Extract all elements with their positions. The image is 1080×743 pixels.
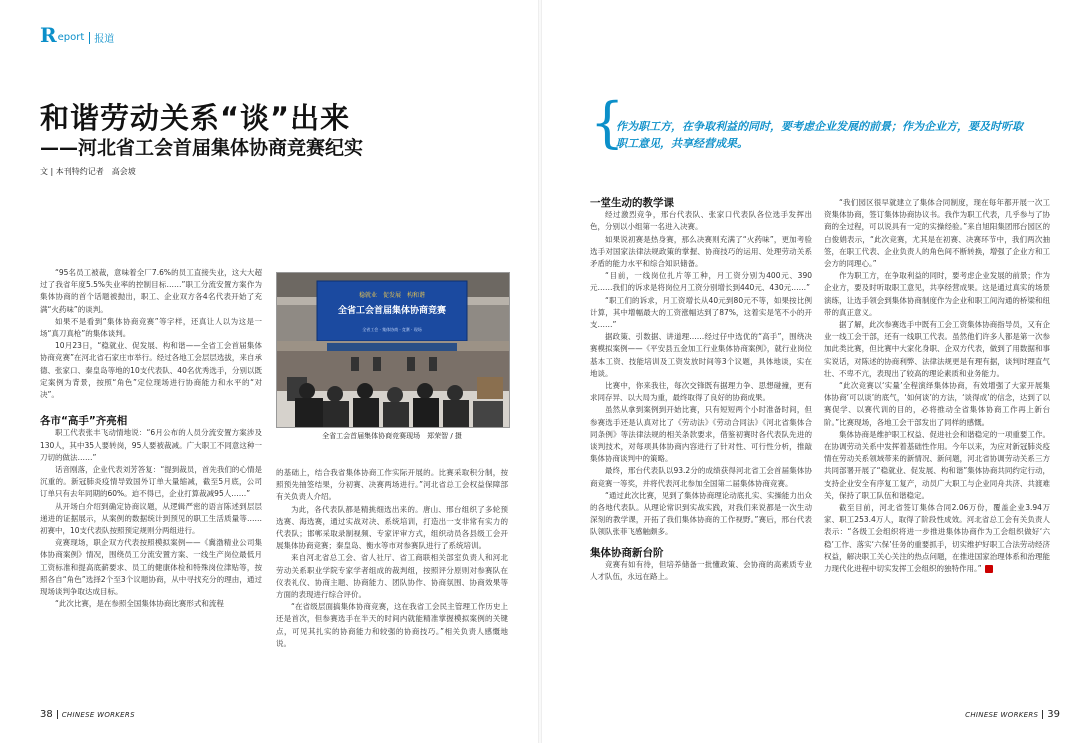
article-title: 和谐劳动关系“谈”出来 [40,101,351,135]
header-divider [89,32,90,44]
column-4 [824,197,1050,575]
end-mark-icon [985,565,993,573]
paragraph: 作为职工方，在争取利益的同时，要考虑企业发展的前景；作为企业方，要及时听取职工意见，共享经营成果。这是通过真实的场景演练，让选手领会到集体协商制度作为企业和职工间沟通的桥梁和纽带的真正意义。 [824,271,1050,317]
paragraph: 集体协商是维护职工权益、促进社会和谐稳定的一项重要工作。在协调劳动关系中发挥着基础性作用。今年以来，为应对新冠肺炎疫情在劳动关系领域带来的新情况、新问题，河北省协调劳动关系三方共同部署开展了“稳就业、促发展、构和谐”集体协商共同约定行动，支持企业安全有序复工复产，动员广大职工与企业同舟共济、共渡难关，保持了职工队伍和谐稳定。 [824,429,1050,500]
paragraph: “我们园区很早就建立了集体合同制度，现在每年都开展一次工资集体协商，签订集体协商协议书。我作为职工代表，几乎参与了协商的全过程，可以说具有一定的实操经验。”来自旭阳集团邢台园区的白俊娟表示，“此次竞赛，尤其是在初赛、决赛环节中，我们两次抽签，在职工代表、企业负责人的角色间不断转换，增强了企业方和工会方的同理心。” [824,198,1050,269]
paragraph: “目前，一线岗位扎片等工种，月工资分别为400元、390元……我们的诉求是将岗位月工资分别增长到440元、430元……” [590,271,812,293]
byline: 文 | 本刊特约记者 高会坡 [40,167,136,176]
article-subtitle: ——河北省工会首届集体协商竞赛纪实 [40,137,364,159]
paragraph: 竞赛现场，职企双方代表按照模拟案例——《冀渤精业公司集体协商案例》情况，围绕员工分流安置方案、一线生产岗位最低月工资标准和提高底薪要求、员工的健康体检和特殊岗位津贴等，按照各自“角色”选择2个至3个议题协商，从中寻找充分的理由，通过现场谈判争取达成目标。 [40,538,262,597]
paragraph: 比赛中，你来我往，每次交锋既有据理力争、思想碰撞，更有求同存异、以大局为重，最终取得了良好的协商成果。 [590,381,812,403]
photo-caption: 全省工会首届集体协商竞赛现场 郑荣智 / 摄 [322,432,462,440]
left-page-footer [40,709,135,720]
paragraph: 竞赛有如有待，但培养储备一批懂政策、会协商的高素质专业人才队伍，永远在路上。 [590,559,812,582]
paragraph: 为此，各代表队都是精挑细选出来的。唐山、邢台组织了多轮预选赛、海选赛，通过实战对决、系统培训，打造出一支非常有实力的代表队；邯郸采取录制视频、专家评审方式，组织动员各县级工会开展集体协商竞赛；秦皇岛、衡水等市对参赛队进行了系统培训。 [276,504,508,551]
page-number: 38 [40,709,53,720]
paragraph-text: 截至目前，河北省签订集体合同2.06万份，覆盖企业3.94万家、职工253.4万人，取得了阶段性成效。河北省总工会有关负责人表示：“各级工会组织将进一步推进集体协商作为工会组织做好‘六稳’工作、落实‘六保’任务的重要抓手，切实维护好职工合法劳动经济权益，解决职工关心关注的热点问题，在推进国家治理体系和治理能力现代化进程中切实发挥工会组织的独特作用。” [824,503,1050,574]
footer-divider [1042,710,1043,719]
report-logo-text: eport [57,32,85,43]
paragraph: “通过此次比赛，见到了集体协商理论动底扎实、实操能力出众的各地代表队。从理论常识到实战实践，对我们来说都是一次生动深刻的教学课，开拓了我们集体协商的工作视野。”赛后，邢台代表队领队张菲飞感触颇多。 [590,490,812,537]
right-page-footer [965,709,1060,720]
banner-title: 全省工会首届集体协商竞赛 [337,306,447,316]
section-heading: 各市“高手”齐亮相 [40,415,128,428]
page-number: 39 [1047,709,1060,720]
column-1 [40,267,262,610]
paragraph: “此次竞赛以‘实量’全程演绎集体协商，有效增强了大家开展集体协商‘可以谈’的底气，‘如何谈’的方法，‘谈得成’的信念，达到了以赛促学、以赛代训的目的，必将推动全省集体协商工作再上新台阶。”比赛现场，各地工会干部发出了同样的感慨。 [824,381,1050,427]
paragraph: 职工代表张丰飞动情地说：“6月公布的人员分流安置方案涉及130人，其中35人要转岗，95人要被裁减。广大职工不同意这种一刀切的做法……” [40,428,262,462]
paragraph: 经过激烈竞争，邢台代表队、张家口代表队各位选手发挥出色，分别以小组第一名进入决赛。 [590,210,812,232]
column-2 [276,467,508,650]
quote-brace-icon: { [590,91,625,154]
paragraph: 据了解，此次参赛选手中既有工会工资集体协商指导员，又有企业一线工会干部，还有一线职工代表。虽然他们许多人都是第一次参加此类比赛，但比赛中大家化身职、企双方代表，做到了用数据和事实说话，对陈述的协商利弊、法律法规更是有理有据，谈判时理直气壮、不卑不亢，表现出了较高的理论素质和业务能力。 [824,320,1050,378]
section-header [40,24,114,46]
conference-photo-illustration [277,273,509,427]
report-logo-letter: R [40,23,57,47]
paragraph: 话音刚落，企业代表刘芳答复：“提到裁员，首先我们的心情是沉重的。新冠肺炎疫情导致国外订单大量缩减，截至5月底，公司订单只有去年同期的60%。迫不得已，企业打算裁减95人……” [40,465,262,499]
event-photo [276,272,510,428]
paragraph: “95名员工被裁，意味着全厂7.6%的员工直接失业，这大大超过了我省年度5.5%失业率的控制目标……”职工分流安置方案作为集体协商的首个话题被抛出，职工、企业双方各4名代表开始了充满“火药味”的谈判。 [40,268,262,314]
section-heading: 一堂生动的教学课 [590,197,674,209]
paragraph: 如果不是看到“集体协商竞赛”等字样，还真让人以为这是一场“真刀真枪”的集体谈判。 [40,316,262,339]
magazine-name: CHINESE WORKERS [965,710,1039,719]
paragraph: 虽然从拿到案例到开始比赛，只有短短两个小时准备时间，但参赛选手还是认真对比了《劳动法》《劳动合同法》《河北省集体合同条例》等法律法规的相关条款要求，借鉴初赛时各代表队先进的谈判技术，对每项具体协商内容进行了针对性、可行性分析，推敲集体协商谈判中的策略。 [590,405,812,464]
paragraph: “此次比赛，是在参照全国集体协商比赛形式和流程 [55,599,224,609]
paragraph: 如果说初赛是热身赛，那么决赛则充满了“火药味”，更加考验选手对国家法律法规政策的掌握、协商技巧的运用、处理劳动关系矛盾的能力水平和综合知识储备。 [590,234,812,269]
section-heading: 集体协商新台阶 [590,546,664,559]
banner-screen-text: 全省工会 · 集体协商 · 竞赛 · 现场 [362,327,422,332]
pull-quote: 作为职工方，在争取利益的同时，要考虑企业发展的前景；作为企业方，要及时听取职工意见，共享经营成果。 [616,120,1023,150]
magazine-name: CHINESE WORKERS [61,710,135,719]
column-3 [590,197,812,583]
paragraph: 从开场白介绍到确定协商议题，从逻辑严密的语言陈述到层层递进的证据展示，从案例的数据统计到预见的职工生活质量等……初赛中，10支代表队按照预定规则分两组进行。 [40,501,262,536]
section-label: 报道 [94,34,115,45]
right-page [540,0,1080,743]
paragraph: 的基础上，结合我省集体协商工作实际开展的。比赛采取积分制，按照预先抽签结果，分初赛、决赛两场进行。”河北省总工会权益保障部有关负责人介绍。 [276,468,508,502]
footer-divider [57,710,58,719]
paragraph: 最终，邢台代表队以93.2分的成绩获得河北省工会首届集体协商竞赛一等奖，并将代表河北参加全国第二届集体协商竞赛。 [590,466,812,488]
banner-slogan: 稳就业 促发展 构和谐 [358,292,426,299]
paragraph: “职工们的诉求，月工资增长从40元到80元不等，如果按比例计算，其中增幅最大的工资涨幅达到了87%，这着实是笔不小的开支……” [590,295,812,330]
paragraph: 据政策、引数据、讲道理……经过仔中选优的“高手”，围绕决赛模拟案例——《平安县五金加工行业集体协商案例》，就行业岗位基本工资、技能培训及工资发放时间等3个议题，具体地谈，实在地谈。 [590,332,812,378]
paragraph: “在省级层面搞集体协商竞赛，这在我省工会民主管理工作历史上还是首次，但参赛选手在半天的时间内就能精准掌握模拟案例的关键点，可见其扎实的协商能力和较强的协商技巧。”相关负责人感慨地说。 [276,602,508,648]
paragraph [824,502,1050,575]
paragraph: 来自河北省总工会、省人社厅、省工商联相关部室负责人和河北劳动关系职业学院专家学者组成的裁判组，按照评分原则对参赛队在仪表礼仪、协商主题、协商能力、团队协作、协商氛围、协商效果等方面的表现进行综合评价。 [276,553,508,600]
paragraph: 10月23日，“稳就业、促发展、构和谐——全省工会首届集体协商竞赛”在河北省石家庄市举行。经过各地工会层层选拔，来自承德、张家口、秦皇岛等地的10支代表队、40名优秀选手，分别以既定案例为背景，按照“角色”定位现场进行协商能力和水平的“对决”。 [40,341,262,400]
